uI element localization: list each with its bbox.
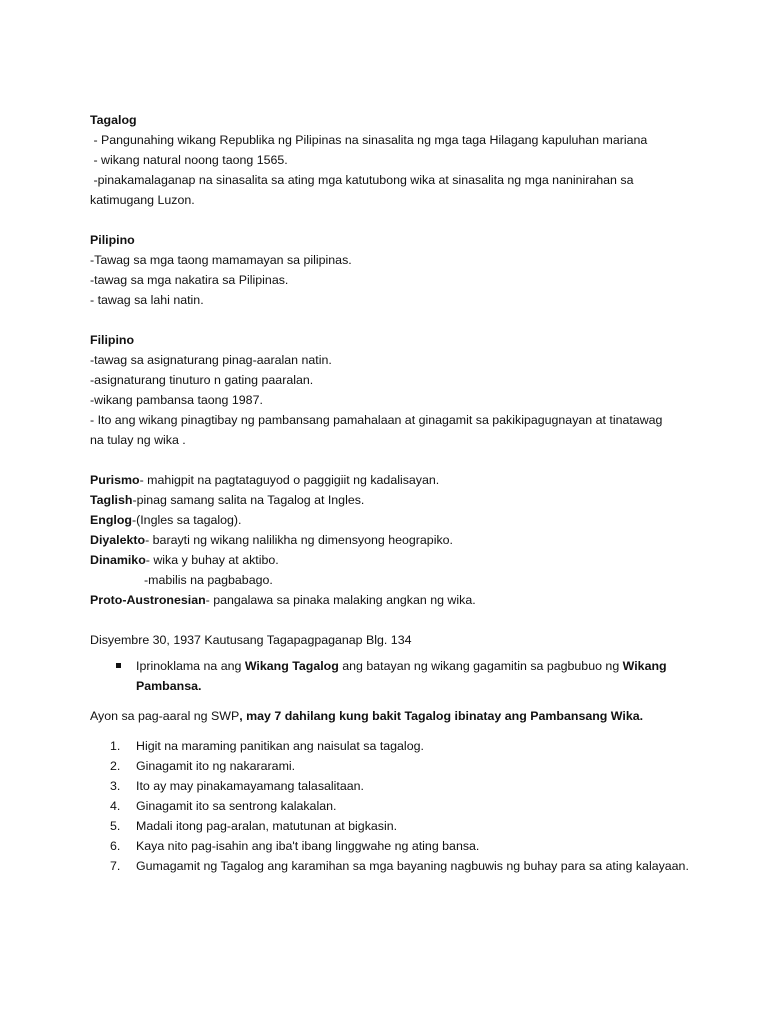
list-item-text: Gumagamit ng Tagalog ang karamihan sa mga bayaning nagbuwis ng buhay para sa ating kalayaan. [136, 859, 689, 873]
decree-emphasis: Wikang Pambansa. [136, 659, 667, 693]
term-row [90, 510, 710, 530]
term-row [90, 530, 710, 550]
decree-text: Iprinoklama na ang [136, 659, 245, 673]
list-item [90, 776, 710, 796]
term-definition: - wika y buhay at aktibo. [145, 553, 279, 567]
pilipino-line: -tawag sa mga nakatira sa Pilipinas. [90, 273, 289, 287]
list-number: 5. [110, 819, 121, 833]
term-row [90, 590, 710, 610]
term-definition: - mahigpit na pagtataguyod o paggigiit ng kadalisayan. [139, 473, 440, 487]
list-number: 3. [110, 779, 121, 793]
list-item-text: Madali itong pag-aralan, matutunan at bigkasin. [136, 819, 398, 833]
pilipino-heading: Pilipino [90, 233, 135, 247]
tagalog-heading: Tagalog [90, 113, 137, 127]
term-name: Englog [90, 513, 132, 527]
list-number: 1. [110, 739, 121, 753]
list-item-text: Higit na maraming panitikan ang naisulat sa tagalog. [136, 739, 424, 753]
term-name: Proto-Austronesian [90, 593, 206, 607]
term-row [90, 470, 710, 490]
list-item-text: Ginagamit ito ng nakararami. [136, 759, 296, 773]
list-number: 4. [110, 799, 121, 813]
term-definition: -mabilis na pagbabago. [144, 573, 273, 587]
tagalog-line: -pinakamalaganap na sinasalita sa ating mga katutubong wika at sinasalita ng mga naninirahan sa [90, 173, 634, 187]
decree-emphasis: Wikang Tagalog [244, 659, 339, 673]
filipino-heading: Filipino [90, 333, 135, 347]
list-item [90, 756, 710, 776]
term-name: Diyalekto [90, 533, 146, 547]
term-definition: -(Ingles sa tagalog). [131, 513, 242, 527]
document-body [90, 110, 710, 876]
decree-heading: Disyembre 30, 1937 Kautusang Tagapagpaganap Blg. 134 [90, 633, 412, 647]
filipino-line: na tulay ng wika . [90, 433, 186, 447]
filipino-line: -tawag sa asignaturang pinag-aaralan natin. [90, 353, 332, 367]
swp-emphasis: , may 7 dahilang kung bakit Tagalog ibinatay ang Pambansang Wika. [239, 709, 644, 723]
list-number: 2. [110, 759, 121, 773]
swp-text: Ayon sa pag-aaral ng SWP [90, 709, 240, 723]
list-item [90, 836, 710, 856]
pilipino-line: - tawag sa lahi natin. [90, 293, 204, 307]
decree-text: ang batayan ng wikang gagamitin sa pagbubuo ng [338, 659, 623, 673]
list-item-text: Kaya nito pag-isahin ang iba't ibang linggwahe ng ating bansa. [136, 839, 480, 853]
list-number: 6. [110, 839, 121, 853]
swp-statement [90, 706, 710, 726]
square-bullet-icon [116, 663, 121, 668]
term-definition: -pinag samang salita na Tagalog at Ingles. [132, 493, 365, 507]
filipino-line: - Ito ang wikang pinagtibay ng pambansang pamahalaan at ginagamit sa pakikipagugnayan at tinatawag [90, 413, 663, 427]
term-row [90, 550, 710, 570]
tagalog-line: - wikang natural noong taong 1565. [90, 153, 288, 167]
filipino-line: -wikang pambansa taong 1987. [90, 393, 263, 407]
tagalog-line: katimugang Luzon. [90, 193, 195, 207]
decree-bullet-text [136, 656, 710, 696]
term-definition: - pangalawa sa pinaka malaking angkan ng wika. [205, 593, 476, 607]
list-item-text: Ito ay may pinakamayamang talasalitaan. [136, 779, 364, 793]
term-definition: - barayti ng wikang nalilikha ng dimensyong heograpiko. [145, 533, 453, 547]
reasons-list [90, 736, 710, 876]
list-item [90, 816, 710, 836]
list-number: 7. [110, 859, 121, 873]
filipino-line: -asignaturang tinuturo n gating paaralan. [90, 373, 314, 387]
list-item [90, 856, 710, 876]
tagalog-line: - Pangunahing wikang Republika ng Pilipinas na sinasalita ng mga taga Hilagang kapuluhan mariana [90, 133, 648, 147]
term-row [90, 570, 710, 590]
term-row [90, 490, 710, 510]
decree-bullet [90, 656, 710, 696]
list-item [90, 796, 710, 816]
pilipino-line: -Tawag sa mga taong mamamayan sa pilipinas. [90, 253, 352, 267]
list-item [90, 736, 710, 756]
term-name: Purismo [90, 473, 140, 487]
list-item-text: Ginagamit ito sa sentrong kalakalan. [136, 799, 337, 813]
term-name: Taglish [90, 493, 133, 507]
term-name: Dinamiko [90, 553, 146, 567]
